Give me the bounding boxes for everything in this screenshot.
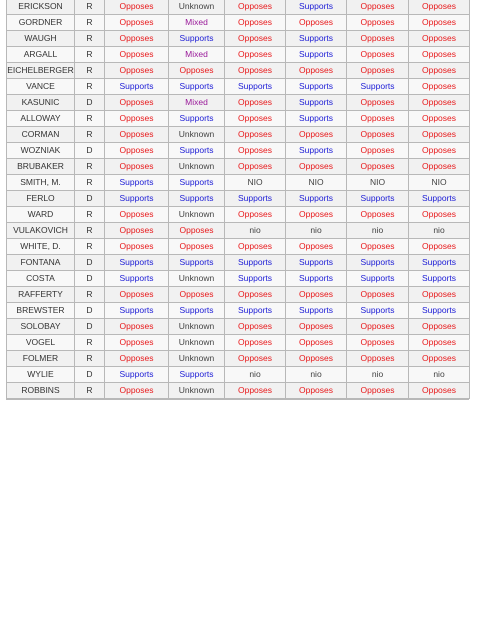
position-cell: Supports <box>409 303 470 319</box>
position-cell: Opposes <box>286 239 347 255</box>
position-cell: Opposes <box>225 159 286 175</box>
position-cell: nio <box>286 223 347 239</box>
table-row <box>7 47 470 63</box>
position-cell: Opposes <box>105 335 169 351</box>
party-cell: R <box>75 207 105 223</box>
senator-name-cell: ARGALL <box>7 47 75 63</box>
senator-name-cell: BREWSTER <box>7 303 75 319</box>
position-cell: Unknown <box>169 335 225 351</box>
position-cell: Opposes <box>409 15 470 31</box>
position-cell: Opposes <box>225 15 286 31</box>
position-cell: Opposes <box>409 143 470 159</box>
position-cell: nio <box>409 223 470 239</box>
position-cell: Opposes <box>225 111 286 127</box>
party-cell: R <box>75 79 105 95</box>
party-cell: R <box>75 287 105 303</box>
position-cell: Opposes <box>347 0 409 15</box>
party-cell: D <box>75 271 105 287</box>
position-cell: Opposes <box>225 239 286 255</box>
position-cell: Opposes <box>347 335 409 351</box>
position-cell: nio <box>347 367 409 383</box>
position-cell: NIO <box>286 175 347 191</box>
position-cell: Unknown <box>169 207 225 223</box>
position-cell: Opposes <box>409 111 470 127</box>
position-cell: Opposes <box>347 383 409 399</box>
position-cell: Opposes <box>105 47 169 63</box>
position-cell: Opposes <box>225 207 286 223</box>
senator-name-cell: WOZNIAK <box>7 143 75 159</box>
table-bottom-border <box>6 399 469 400</box>
position-cell: Mixed <box>169 15 225 31</box>
senator-name-cell: SMITH, M. <box>7 175 75 191</box>
position-cell: Opposes <box>286 207 347 223</box>
position-cell: Unknown <box>169 127 225 143</box>
position-cell: NIO <box>409 175 470 191</box>
position-cell: Opposes <box>286 287 347 303</box>
table-row <box>7 335 470 351</box>
senator-name-cell: FOLMER <box>7 351 75 367</box>
party-cell: R <box>75 111 105 127</box>
position-cell: nio <box>225 367 286 383</box>
position-cell: Opposes <box>105 15 169 31</box>
senator-name-cell: ROBBINS <box>7 383 75 399</box>
senator-name-cell: SOLOBAY <box>7 319 75 335</box>
party-cell: R <box>75 175 105 191</box>
senator-name-cell: VOGEL <box>7 335 75 351</box>
position-cell: Supports <box>169 367 225 383</box>
position-cell: Opposes <box>286 351 347 367</box>
position-cell: Unknown <box>169 351 225 367</box>
senator-name-cell: VULAKOVICH <box>7 223 75 239</box>
party-cell: D <box>75 143 105 159</box>
position-cell: nio <box>409 367 470 383</box>
party-cell: R <box>75 0 105 15</box>
position-cell: Opposes <box>225 31 286 47</box>
position-cell: Supports <box>286 191 347 207</box>
table-row <box>7 127 470 143</box>
position-cell: Opposes <box>169 239 225 255</box>
position-cell: Supports <box>105 255 169 271</box>
position-cell: Opposes <box>225 95 286 111</box>
senator-name-cell: FONTANA <box>7 255 75 271</box>
position-cell: Supports <box>169 191 225 207</box>
position-cell: Opposes <box>409 319 470 335</box>
position-cell: Opposes <box>409 239 470 255</box>
position-cell: Supports <box>409 255 470 271</box>
table-row <box>7 143 470 159</box>
position-cell: Opposes <box>105 127 169 143</box>
table-row <box>7 159 470 175</box>
party-cell: D <box>75 255 105 271</box>
table-row <box>7 0 470 15</box>
position-cell: Opposes <box>169 223 225 239</box>
position-cell: Supports <box>105 175 169 191</box>
table-row <box>7 111 470 127</box>
position-cell: Supports <box>225 79 286 95</box>
party-cell: R <box>75 239 105 255</box>
position-cell: Supports <box>169 111 225 127</box>
position-cell: nio <box>225 223 286 239</box>
position-cell: Supports <box>169 31 225 47</box>
senator-name-cell: GORDNER <box>7 15 75 31</box>
party-cell: R <box>75 223 105 239</box>
senator-positions-table <box>6 0 470 399</box>
position-cell: Opposes <box>347 15 409 31</box>
position-cell: Unknown <box>169 271 225 287</box>
position-cell: Supports <box>286 79 347 95</box>
party-cell: R <box>75 383 105 399</box>
position-cell: Supports <box>105 367 169 383</box>
position-cell: Supports <box>286 143 347 159</box>
senator-name-cell: VANCE <box>7 79 75 95</box>
position-cell: Opposes <box>225 383 286 399</box>
table-row <box>7 367 470 383</box>
position-cell: Supports <box>286 271 347 287</box>
position-cell: NIO <box>347 175 409 191</box>
position-cell: Opposes <box>409 47 470 63</box>
position-cell: nio <box>286 367 347 383</box>
position-cell: Supports <box>286 303 347 319</box>
position-cell: Opposes <box>105 63 169 79</box>
position-cell: Opposes <box>409 383 470 399</box>
position-cell: Opposes <box>409 287 470 303</box>
position-cell: Opposes <box>105 223 169 239</box>
position-cell: Supports <box>105 191 169 207</box>
position-cell: Supports <box>347 271 409 287</box>
position-cell: Supports <box>169 143 225 159</box>
position-cell: Opposes <box>105 95 169 111</box>
table-row <box>7 63 470 79</box>
senator-name-cell: EICHELBERGER <box>7 63 75 79</box>
position-cell: Opposes <box>409 31 470 47</box>
position-cell: Supports <box>347 79 409 95</box>
position-cell: Opposes <box>105 351 169 367</box>
position-cell: Supports <box>105 271 169 287</box>
position-cell: Opposes <box>225 0 286 15</box>
position-cell: Opposes <box>347 207 409 223</box>
position-cell: Opposes <box>286 335 347 351</box>
position-cell: Opposes <box>347 31 409 47</box>
position-cell: Opposes <box>105 31 169 47</box>
position-cell: Supports <box>286 47 347 63</box>
position-cell: Opposes <box>105 143 169 159</box>
position-cell: Opposes <box>225 319 286 335</box>
position-cell: Supports <box>225 255 286 271</box>
senator-name-cell: BRUBAKER <box>7 159 75 175</box>
table-row <box>7 191 470 207</box>
position-cell: Supports <box>286 95 347 111</box>
position-cell: Opposes <box>169 287 225 303</box>
party-cell: D <box>75 367 105 383</box>
table-row <box>7 95 470 111</box>
position-cell: Opposes <box>347 63 409 79</box>
senator-name-cell: KASUNIC <box>7 95 75 111</box>
party-cell: R <box>75 351 105 367</box>
position-cell: NIO <box>225 175 286 191</box>
position-cell: Supports <box>286 31 347 47</box>
table-row <box>7 319 470 335</box>
position-cell: Supports <box>409 271 470 287</box>
table-row <box>7 79 470 95</box>
position-cell: Unknown <box>169 0 225 15</box>
senator-name-cell: FERLO <box>7 191 75 207</box>
party-cell: R <box>75 15 105 31</box>
position-cell: Unknown <box>169 383 225 399</box>
position-cell: Opposes <box>105 0 169 15</box>
position-cell: Opposes <box>286 159 347 175</box>
position-cell: Opposes <box>409 79 470 95</box>
position-cell: Opposes <box>347 143 409 159</box>
position-cell: Opposes <box>105 239 169 255</box>
table-row <box>7 351 470 367</box>
party-cell: R <box>75 47 105 63</box>
position-cell: Opposes <box>105 111 169 127</box>
table-body <box>7 0 470 399</box>
position-cell: Opposes <box>347 47 409 63</box>
position-cell: Opposes <box>409 127 470 143</box>
position-cell: Supports <box>105 303 169 319</box>
table-row <box>7 175 470 191</box>
party-cell: R <box>75 159 105 175</box>
position-cell: Opposes <box>225 127 286 143</box>
senator-name-cell: WHITE, D. <box>7 239 75 255</box>
position-cell: Opposes <box>169 63 225 79</box>
table-row <box>7 271 470 287</box>
position-cell: Opposes <box>105 159 169 175</box>
position-cell: Opposes <box>409 159 470 175</box>
position-cell: Supports <box>286 255 347 271</box>
position-cell: Opposes <box>347 319 409 335</box>
position-cell: Supports <box>169 175 225 191</box>
position-cell: Opposes <box>286 319 347 335</box>
senator-name-cell: WAUGH <box>7 31 75 47</box>
position-cell: Unknown <box>169 159 225 175</box>
position-cell: Opposes <box>409 351 470 367</box>
position-cell: Mixed <box>169 47 225 63</box>
position-cell: Opposes <box>347 351 409 367</box>
position-cell: Opposes <box>225 351 286 367</box>
position-cell: Supports <box>169 79 225 95</box>
table-row <box>7 287 470 303</box>
position-cell: Opposes <box>286 127 347 143</box>
position-cell: Opposes <box>409 95 470 111</box>
position-cell: Opposes <box>347 287 409 303</box>
table-row <box>7 303 470 319</box>
senator-name-cell: WARD <box>7 207 75 223</box>
senator-name-cell: WYLIE <box>7 367 75 383</box>
position-cell: Opposes <box>409 63 470 79</box>
position-cell: Supports <box>409 191 470 207</box>
party-cell: D <box>75 95 105 111</box>
position-cell: Opposes <box>409 335 470 351</box>
position-cell: Opposes <box>225 143 286 159</box>
position-cell: Supports <box>286 0 347 15</box>
position-cell: Supports <box>347 303 409 319</box>
position-cell: Supports <box>105 79 169 95</box>
position-cell: Supports <box>225 303 286 319</box>
party-cell: R <box>75 63 105 79</box>
position-cell: Supports <box>169 303 225 319</box>
party-cell: R <box>75 31 105 47</box>
position-cell: Opposes <box>347 111 409 127</box>
party-cell: R <box>75 127 105 143</box>
position-cell: Opposes <box>225 335 286 351</box>
position-cell: Opposes <box>347 95 409 111</box>
position-cell: Opposes <box>225 63 286 79</box>
position-cell: Supports <box>225 271 286 287</box>
position-cell: Opposes <box>105 207 169 223</box>
position-cell: Supports <box>225 191 286 207</box>
position-cell: Supports <box>347 255 409 271</box>
position-cell: Supports <box>347 191 409 207</box>
senator-name-cell: COSTA <box>7 271 75 287</box>
position-cell: Opposes <box>105 383 169 399</box>
position-cell: nio <box>347 223 409 239</box>
senator-name-cell: ERICKSON <box>7 0 75 15</box>
senator-name-cell: ALLOWAY <box>7 111 75 127</box>
position-cell: Unknown <box>169 319 225 335</box>
position-cell: Opposes <box>286 15 347 31</box>
position-cell: Supports <box>286 111 347 127</box>
party-cell: R <box>75 335 105 351</box>
party-cell: D <box>75 303 105 319</box>
party-cell: D <box>75 191 105 207</box>
table-row <box>7 223 470 239</box>
table-row <box>7 31 470 47</box>
table-row <box>7 239 470 255</box>
table-row <box>7 383 470 399</box>
position-cell: Opposes <box>225 47 286 63</box>
position-cell: Opposes <box>105 287 169 303</box>
position-cell: Opposes <box>347 159 409 175</box>
position-cell: Supports <box>169 255 225 271</box>
position-cell: Opposes <box>225 287 286 303</box>
position-cell: Opposes <box>347 127 409 143</box>
position-cell: Mixed <box>169 95 225 111</box>
position-cell: Opposes <box>105 319 169 335</box>
position-cell: Opposes <box>286 383 347 399</box>
position-cell: Opposes <box>347 239 409 255</box>
position-cell: Opposes <box>409 0 470 15</box>
table-row <box>7 15 470 31</box>
table-row <box>7 255 470 271</box>
senator-name-cell: RAFFERTY <box>7 287 75 303</box>
position-cell: Opposes <box>409 207 470 223</box>
position-cell: Opposes <box>286 63 347 79</box>
senator-name-cell: CORMAN <box>7 127 75 143</box>
party-cell: D <box>75 319 105 335</box>
table-row <box>7 207 470 223</box>
